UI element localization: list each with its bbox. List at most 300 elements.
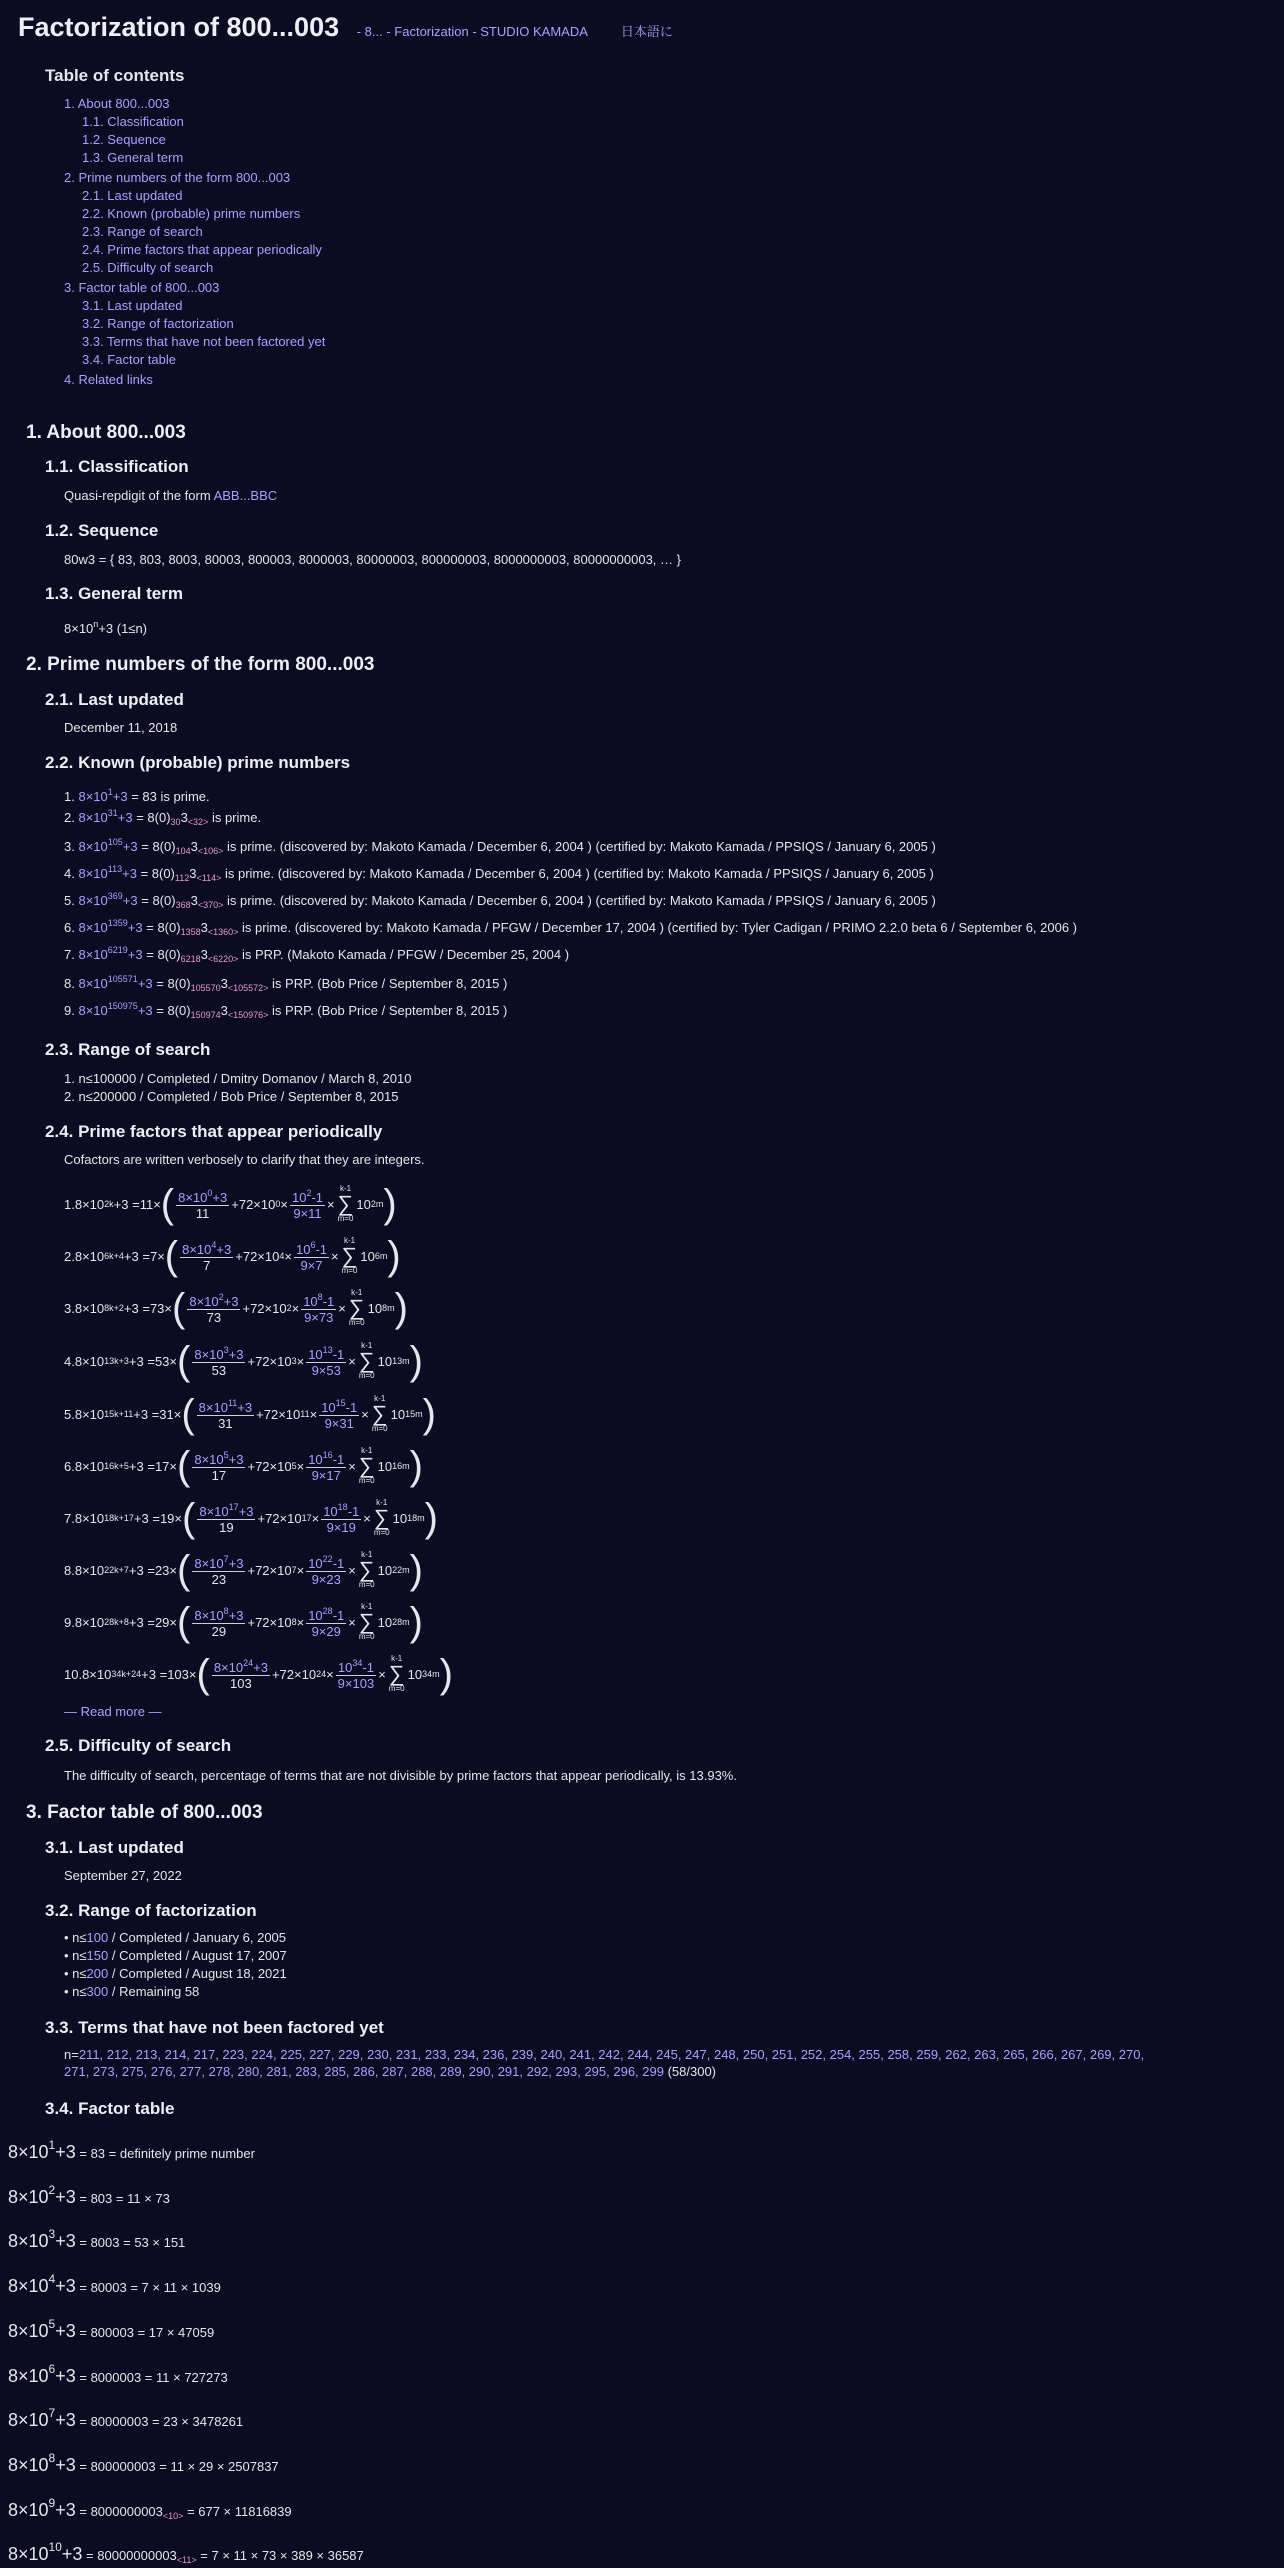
sigma-icon: ∑ [358,1348,375,1373]
factorization-range-item: • n≤100 / Completed / January 6, 2005 [64,1930,287,1945]
left-paren: ( [177,1339,191,1383]
exponent: 8 [48,2450,56,2465]
zero-count: 104 [175,846,191,856]
right-paren: ) [422,1392,436,1436]
factorization: = 80000000003 [82,2548,177,2564]
sigma-sum: k-1 ∑ m=0 [358,1550,375,1589]
denominator: 31 [339,1415,354,1431]
known-prime-item [64,891,936,910]
exponent: 7 [291,1565,297,1575]
factor-table-row [8,2138,255,2163]
exponent: 22 [322,1553,333,1564]
exponent: 105571 [107,974,138,984]
tail-digit: 3 [200,947,208,962]
periodic-formula: 1. 8×10 2k +3 = 11 × ( $\frac{8\times 10^0+3}{11}$ +72×10 0 × $\frac{10^2-1}{9\times 11}$ × k-1 ∑ m=0 10 2m ) [64,1182,397,1226]
toc-item[interactable]: 2.1. Last updated [82,188,183,203]
exponent: 24 [243,1657,254,1668]
tail-digit: 3 [180,810,188,825]
exponent: 18m [407,1513,425,1523]
exponent: 5 [223,1449,229,1460]
section-heading: 3. Factor table of 800...003 [26,1802,263,1823]
toc-item[interactable]: 3. Factor table of 800...003 [64,280,220,295]
exponent: 4 [211,1239,217,1250]
digit-count: <10> [162,2510,184,2521]
subsection-heading: 2.1. Last updated [45,690,184,709]
exponent: 16m [392,1461,410,1471]
prime-link[interactable]: $8\times 10^{6219}+3$ [78,945,143,962]
factorization: = 800000003 = 11 × 29 × 2507837 [75,2458,279,2474]
cofactor-fraction[interactable]: $\frac{8\times 10^{24}+3}{103}$ [213,1657,268,1691]
exponent: 3 [48,2227,56,2242]
exponent: 8 [291,1617,297,1627]
left-paren: ( [164,1234,179,1278]
cofactor-fraction[interactable]: $\frac{8\times 10^7+3}{23}$ [194,1553,244,1587]
left-paren: ( [172,1286,186,1330]
right-paren: ) [409,1548,423,1592]
term-expression: $8\times 10^8+3$ [8,2450,76,2475]
prime-factor: 103 [167,1666,189,1682]
exponent: 10 [48,2540,62,2555]
exponent: 3 [223,1344,229,1355]
factor-table-row [8,2451,279,2476]
exponent: 6k+4 [104,1251,124,1261]
toc-item[interactable]: 2.3. Range of search [82,224,203,239]
factor-table-row [8,2540,364,2565]
exponent: 2 [48,2182,56,2197]
range-link[interactable]: 300 [86,1984,109,1999]
cofactor-fraction[interactable]: $\frac{8\times 10^2+3}{73}$ [189,1291,239,1325]
exponent: 113 [107,864,123,874]
denominator: 73 [206,1309,222,1325]
item-number: 9. [64,1614,75,1630]
repunit-fraction[interactable]: $\frac{10^{22}-1}{9\times 23}$ [308,1553,345,1587]
prime-status: is prime. [208,810,262,825]
factorization: = 677 × 11816839 [183,2503,292,2519]
read-more-link[interactable]: — Read more — [64,1704,162,1719]
factorization: = 7 × 11 × 73 × 389 × 36587 [196,2548,364,2564]
exponent: 8 [223,1605,229,1616]
digit-count: <11> [176,2555,197,2566]
left-paren: ( [196,1652,210,1696]
exponent: 9 [48,2495,56,2510]
item-number: 1. [64,1196,75,1212]
sigma-icon: ∑ [373,1505,390,1530]
prime-link[interactable]: $8\times 10^1+3$ [78,787,128,804]
repunit-fraction[interactable]: $\frac{10^{13}-1}{9\times 53}$ [308,1344,345,1378]
repunit-fraction[interactable]: $\frac{10^{28}-1}{9\times 29}$ [308,1605,345,1639]
denominator: 11 [308,1205,322,1221]
repunit-fraction[interactable]: $\frac{10^{18}-1}{9\times 19}$ [323,1501,360,1535]
subsection-heading: 1.1. Classification [45,457,189,476]
denominator: 7 [203,1257,211,1273]
exponent: 2 [306,1187,312,1198]
prime-status: is prime. [156,789,210,804]
exponent: 3 [291,1356,297,1366]
periodic-formula: 4. 8×10 13k+3 +3 = 53 × ( $\frac{8\times 10^3+3}{53}$ +72×10 3 × $\frac{10^{13}-1}{9\times 53}$ × k-1 ∑ m=0 10 13m ) [64,1339,423,1383]
exponent: 6 [310,1239,316,1250]
factorization-range-item: • n≤150 / Completed / August 17, 2007 [64,1948,287,1963]
known-prime-item [64,864,934,883]
factor-table-row [8,2496,292,2521]
exponent: 1 [48,2138,56,2152]
left-paren: ( [177,1548,191,1592]
equals: = 8(0) [137,893,176,908]
exponent: 6m [374,1251,388,1261]
zero-count: 150974 [190,1010,221,1020]
left-paren: ( [181,1392,195,1436]
exponent: 105 [107,837,123,847]
unfactored-links[interactable]: 211, 212, 213, 214, 217, 223, 224, 225, 227, 229, 230, 231, 233, 234, 236, 239, 240, 241, 242, 244, 245, 247, 248, 250, 251, 252, 254, 255, 258, 259, 262, 263, 265, 266, 267, 269, 270, [78,2047,1145,2062]
toc-item[interactable]: 3.1. Last updated [82,298,183,313]
exponent: 34 [352,1657,363,1668]
item-number: 9. [64,1003,75,1018]
classification-text: Quasi-repdigit of the form ABB...BBC [64,488,278,503]
prime-status: is prime. (discovered by: Makoto Kamada / December 6, 2004 ) (certified by: Makoto Kamada / PPSIQS / January 6, 2005 ) [221,866,934,881]
denominator: 11 [195,1205,210,1221]
left-paren: ( [182,1496,196,1540]
toc-item[interactable]: 1.2. Sequence [82,132,166,147]
classification-link[interactable]: ABB...BBC [213,488,278,503]
exponent: 28k+8 [104,1617,129,1627]
denominator: 7 [315,1257,323,1273]
exponent: 369 [107,891,123,901]
repunit-fraction[interactable]: $\frac{10^2-1}{9\times 11}$ [291,1187,324,1221]
exponent: 28m [392,1617,410,1627]
factorization: = 803 = 11 × 73 [75,2190,170,2206]
equals: = 8(0) [132,810,171,825]
unfactored-links[interactable]: 271, 273, 275, 276, 277, 278, 280, 281, 283, 285, 286, 287, 288, 289, 290, 291, 292, 293, 295, 296, 299 [64,2064,664,2079]
known-prime-item [64,918,1077,937]
subsection-heading: 1.2. Sequence [45,521,159,540]
term-expression: $8\times 10^9+3$ [8,2495,76,2520]
factor-table-row [8,2272,221,2297]
prime-link[interactable]: $8\times 10^{105571}+3$ [78,974,153,991]
section-heading: 1. About 800...003 [26,422,186,443]
denominator: 17 [211,1467,227,1483]
zero-count: 368 [175,900,191,910]
periodic-formula: 8. 8×10 22k+7 +3 = 23 × ( $\frac{8\times 10^7+3}{23}$ +72×10 7 × $\frac{10^{22}-1}{9\times 23}$ × k-1 ∑ m=0 10 22m ) [64,1548,423,1592]
digit-count: <150976> [227,1010,269,1020]
equals: = 8(0) [152,1003,191,1018]
last-updated-text: December 11, 2018 [64,720,178,735]
sigma-sum: k-1 ∑ m=0 [358,1341,375,1380]
section-heading: 2. Prime numbers of the form 800...003 [26,654,375,675]
difficulty-text: The difficulty of search, percentage of terms that are not divisible by prime factors that appear periodically, is 13.93%. [64,1768,737,1783]
unfactored-line-1: n=211, 212, 213, 214, 217, 223, 224, 225, 227, 229, 230, 231, 233, 234, 236, 239, 240, 241, 242, 244, 245, 247, 248, 250, 251, 252, 254, 255, 258, 259, 262, 263, 265, 266, 267, 269, 270, [64,2047,1145,2062]
exponent: 31 [107,808,118,818]
factorization: = 83 = definitely prime number [75,2146,255,2161]
prime-link[interactable]: $8\times 10^{113}+3$ [78,864,137,881]
exponent: 34k+24 [111,1669,142,1679]
repunit-fraction[interactable]: $\frac{10^{15}-1}{9\times 31}$ [321,1397,358,1431]
known-prime-item [64,974,507,993]
cofactor-fraction[interactable]: $\frac{8\times 10^4+3}{7}$ [182,1239,232,1273]
toc-item[interactable]: 4. Related links [64,372,153,387]
cofactor-fraction[interactable]: $\frac{8\times 10^{11}+3}{31}$ [198,1397,253,1431]
factorization: = 8003 = 53 × 151 [75,2235,186,2251]
exponent: 6219 [107,945,128,955]
term-expression: $8\times 10^7+3$ [8,2406,76,2431]
exponent: 2 [218,1291,224,1302]
exponent: 17 [228,1501,239,1512]
term-expression: $8\times 10^3+3$ [8,2227,76,2252]
item-number: 3. [64,1300,75,1316]
exponent: 2 [286,1303,292,1313]
prime-link[interactable]: $8\times 10^{105}+3$ [78,837,138,854]
right-paren: ) [409,1600,423,1644]
exponent: 2m [370,1199,384,1209]
repunit-fraction[interactable]: $\frac{10^8-1}{9\times 73}$ [303,1291,335,1325]
item-number: 5. [64,1406,75,1422]
exponent: 11 [227,1397,238,1408]
right-paren: ) [439,1652,453,1696]
denominator: 23 [211,1571,227,1587]
unfactored-line-2: 271, 273, 275, 276, 277, 278, 280, 281, 283, 285, 286, 287, 288, 289, 290, 291, 292, 293, 295, 296, 299 (58/300) [64,2064,717,2079]
exponent: 13 [322,1344,333,1355]
prime-link[interactable]: $8\times 10^{369}+3$ [78,891,138,908]
factorization-range-item: • n≤200 / Completed / August 18, 2021 [64,1966,287,1981]
subsection-heading: 3.2. Range of factorization [45,1901,257,1920]
left-paren: ( [177,1600,191,1644]
exponent: 34m [422,1669,440,1679]
prime-link[interactable]: $8\times 10^{1359}+3$ [78,918,143,935]
sigma-icon: ∑ [358,1609,375,1634]
sigma-sum: k-1 ∑ m=0 [348,1288,365,1327]
denominator: 23 [326,1571,341,1587]
item-number: 7. [64,947,75,962]
periodic-formula: 2. 8×10 6k+4 +3 = 7 × ( $\frac{8\times 10^4+3}{7}$ +72×10 4 × $\frac{10^6-1}{9\times 7}$ × k-1 ∑ m=0 10 6m ) [64,1234,401,1278]
left-paren: ( [177,1444,191,1488]
factor-table-row [8,2362,228,2387]
prime-factor: 29 [154,1614,170,1630]
exponent: 13m [392,1356,410,1366]
exponent: 1359 [107,918,128,928]
repunit-fraction[interactable]: $\frac{10^{16}-1}{9\times 17}$ [308,1449,345,1483]
toc-title: Table of contents [45,66,185,85]
term-expression: $8\times 10^5+3$ [8,2316,76,2341]
exponent: 5 [291,1461,297,1471]
exponent: 0 [275,1199,281,1209]
prime-factor: 7 [149,1248,158,1264]
item-number: 8. [64,976,75,991]
tail-digit: 3 [200,920,208,935]
prime-status: is prime. (discovered by: Makoto Kamada / December 6, 2004 ) (certified by: Makoto Kamada / PPSIQS / January 6, 2005 ) [223,893,936,908]
repunit-fraction[interactable]: $\frac{10^6-1}{9\times 7}$ [295,1239,328,1273]
equals: = 83 [127,789,157,804]
equals: = 8(0) [152,976,191,991]
periodic-formula: 7. 8×10 18k+17 +3 = 19 × ( $\frac{8\times 10^{17}+3}{19}$ +72×10 17 × $\frac{10^{18}-1}{9\times 19}$ × k-1 ∑ m=0 10 18m ) [64,1496,438,1540]
digit-count: <32> [187,817,209,827]
prime-factor: 73 [149,1300,165,1316]
toc-item[interactable]: 2.4. Prime factors that appear periodically [82,242,322,257]
tail-digit: 3 [190,839,198,854]
prime-factor: 53 [154,1353,170,1369]
cofactor-fraction[interactable]: $\frac{8\times 10^8+3}{29}$ [194,1605,244,1639]
sigma-sum: k-1 ∑ m=0 [358,1602,375,1641]
known-prime-item [64,808,261,827]
denominator: 29 [211,1623,227,1639]
prime-status: is prime. (discovered by: Makoto Kamada / December 6, 2004 ) (certified by: Makoto Kamada / PPSIQS / January 6, 2005 ) [223,839,936,854]
sigma-icon: ∑ [337,1191,354,1216]
item-number: 8. [64,1562,75,1578]
prime-status: is PRP. (Makoto Kamada / PFGW / December 25, 2004 ) [238,947,570,962]
zero-count: 6218 [180,954,201,964]
toc-item[interactable]: 1. About 800...003 [64,96,170,111]
digit-count: <1360> [207,927,239,937]
periodic-formula: 5. 8×10 15k+11 +3 = 31 × ( $\frac{8\times 10^{11}+3}{31}$ +72×10 11 × $\frac{10^{15}-1}{9\times 31}$ × k-1 ∑ m=0 10 15m ) [64,1392,436,1436]
sigma-icon: ∑ [358,1557,375,1582]
range-link[interactable]: 200 [86,1966,109,1981]
prime-factor: 11 [139,1196,154,1212]
sigma-icon: ∑ [388,1661,405,1686]
right-paren: ) [409,1444,423,1488]
prime-link[interactable]: $8\times 10^{150975}+3$ [78,1001,153,1018]
equals: = 8(0) [142,947,181,962]
prime-status: is PRP. (Bob Price / September 8, 2015 ) [268,976,508,991]
exponent: 18k+17 [104,1513,134,1523]
tail-digit: 3 [220,1003,228,1018]
exponent: 16k+5 [104,1461,129,1471]
digit-count: <114> [196,873,222,883]
toc-item[interactable]: 3.3. Terms that have not been factored yet [82,334,326,349]
digit-count: <106> [197,846,224,856]
toc-item[interactable]: 2.5. Difficulty of search [82,260,214,275]
right-paren: ) [424,1496,438,1540]
exponent: 28 [322,1605,333,1616]
exponent: 13k+3 [104,1356,129,1366]
sequence-text: 80w3 = { 83, 803, 8003, 80003, 800003, 8000003, 80000003, 800000003, 8000000003, 80000000003, … } [64,552,681,567]
periodic-note: Cofactors are written verbosely to clarify that they are integers. [64,1152,425,1167]
sigma-sum: k-1 ∑ m=0 [388,1654,405,1693]
item-number: 6. [64,1458,75,1474]
zero-count: 105570 [190,983,221,993]
periodic-formula: 6. 8×10 16k+5 +3 = 17 × ( $\frac{8\times 10^5+3}{17}$ +72×10 5 × $\frac{10^{16}-1}{9\times 17}$ × k-1 ∑ m=0 10 16m ) [64,1444,423,1488]
denominator: 17 [326,1467,341,1483]
exponent: 15 [335,1397,346,1408]
subsection-heading: 2.2. Known (probable) prime numbers [45,753,351,772]
periodic-formula: 10. 8×10 34k+24 +3 = 103 × ( $\frac{8\times 10^{24}+3}{103}$ +72×10 24 × $\frac{10^{34}-1}{9\times 103}$ × k-1 ∑ m=0 10 34m ) [64,1652,453,1696]
denominator: 31 [218,1415,233,1431]
term-expression: $8\times 10^2+3$ [8,2182,76,2207]
exponent: 8 [317,1291,323,1302]
prime-link[interactable]: $8\times 10^{31}+3$ [78,808,133,825]
term-expression: $8\times 10^1+3$ [8,2138,76,2162]
zero-count: 30 [170,817,181,827]
sigma-icon: ∑ [348,1295,365,1320]
item-number: 2. [64,810,75,825]
exponent: 16 [322,1449,333,1460]
subsection-heading: 2.3. Range of search [45,1040,211,1059]
language-link[interactable]: 日本語に [620,24,673,39]
toc-item[interactable]: 2.2. Known (probable) prime numbers [82,206,301,221]
toc-item[interactable]: 3.2. Range of factorization [82,316,234,331]
prime-factor: 23 [154,1562,170,1578]
subsection-heading: 2.5. Difficulty of search [45,1736,232,1755]
denominator: 19 [219,1519,234,1535]
breadcrumb[interactable]: - 8... - Factorization - STUDIO KAMADA [356,24,588,39]
cofactor-fraction[interactable]: $\frac{8\times 10^3+3}{53}$ [194,1344,244,1378]
factorization: = 8000003 = 11 × 727273 [75,2369,228,2385]
range-item: 2. n≤200000 / Completed / Bob Price / September 8, 2015 [64,1089,399,1104]
toc-item[interactable]: 2. Prime numbers of the form 800...003 [64,170,291,185]
item-number: 10. [64,1666,83,1682]
exponent: 7 [223,1553,229,1564]
known-prime-item [64,837,936,856]
cofactor-fraction[interactable]: $\frac{8\times 10^5+3}{17}$ [194,1449,244,1483]
item-number: 7. [64,1510,75,1526]
sigma-sum: k-1 ∑ m=0 [337,1184,354,1223]
item-number: 6. [64,920,75,935]
exponent: 22m [392,1565,410,1575]
tail-digit: 3 [220,976,228,991]
item-number: 3. [64,839,75,854]
equals: = 8(0) [137,839,176,854]
equals: = 8(0) [142,920,181,935]
cofactor-fraction[interactable]: $\frac{8\times 10^{17}+3}{19}$ [199,1501,254,1535]
item-number: 4. [64,1353,75,1369]
subsection-heading: 1.3. General term [45,584,183,603]
range-link[interactable]: 100 [86,1930,109,1945]
right-paren: ) [394,1286,408,1330]
exponent: 4 [279,1251,285,1261]
exponent: 15k+11 [104,1409,134,1419]
exponent: 7 [48,2406,56,2421]
repunit-fraction[interactable]: $\frac{10^{34}-1}{9\times 103}$ [337,1657,375,1691]
exponent: 2k [104,1199,114,1209]
equals: = 8(0) [136,866,175,881]
factor-table-row [8,2317,214,2342]
known-prime-item [64,945,569,964]
zero-count: 112 [174,873,190,883]
sigma-sum: k-1 ∑ m=0 [371,1394,388,1433]
exponent: 150975 [107,1001,138,1011]
prime-factor: 19 [159,1510,175,1526]
factor-table-row [8,2227,185,2252]
prime-factor: 31 [159,1406,174,1422]
factorization: = 8000000003 [75,2503,163,2519]
cofactor-fraction[interactable]: $\frac{8\times 10^0+3}{11}$ [178,1187,228,1221]
sigma-icon: ∑ [371,1401,388,1426]
term-expression: $8\times 10^4+3$ [8,2272,76,2297]
factorization: = 80003 = 7 × 11 × 1039 [75,2280,221,2296]
exponent: 0 [207,1187,213,1198]
page-title: Factorization of 800...003 [18,12,340,42]
range-link[interactable]: 150 [86,1948,109,1963]
toc-item[interactable]: 3.4. Factor table [82,352,176,367]
factor-table-row [8,2406,243,2431]
periodic-formula: 9. 8×10 28k+8 +3 = 29 × ( $\frac{8\times 10^8+3}{29}$ +72×10 8 × $\frac{10^{28}-1}{9\times 29}$ × k-1 ∑ m=0 10 28m ) [64,1600,423,1644]
exponent: 4 [48,2272,56,2287]
toc-item[interactable]: 1.1. Classification [82,114,184,129]
exponent: 22k+7 [104,1565,129,1575]
exponent: 18 [337,1501,348,1512]
denominator: 29 [326,1623,341,1639]
prime-status: is PRP. (Bob Price / September 8, 2015 ) [268,1003,508,1018]
exponent: 11 [300,1409,310,1419]
prime-factor: 17 [154,1458,170,1474]
denominator: 53 [211,1362,227,1378]
digit-count: <6220> [207,954,239,964]
tail-digit: 3 [189,866,197,881]
periodic-formula: 3. 8×10 8k+2 +3 = 73 × ( $\frac{8\times 10^2+3}{73}$ +72×10 2 × $\frac{10^8-1}{9\times 73}$ × k-1 ∑ m=0 10 8m ) [64,1286,408,1330]
factor-table-row [8,2183,170,2208]
exponent: 5 [48,2316,56,2331]
factorization: = 80000003 = 23 × 3478261 [75,2414,244,2430]
general-term: $8\times 10^n+3$ (1≤n) [64,619,147,636]
exponent: 8k+2 [104,1303,124,1313]
subsection-heading: 2.4. Prime factors that appear periodically [45,1122,383,1141]
toc-item[interactable]: 1.3. General term [82,150,184,165]
